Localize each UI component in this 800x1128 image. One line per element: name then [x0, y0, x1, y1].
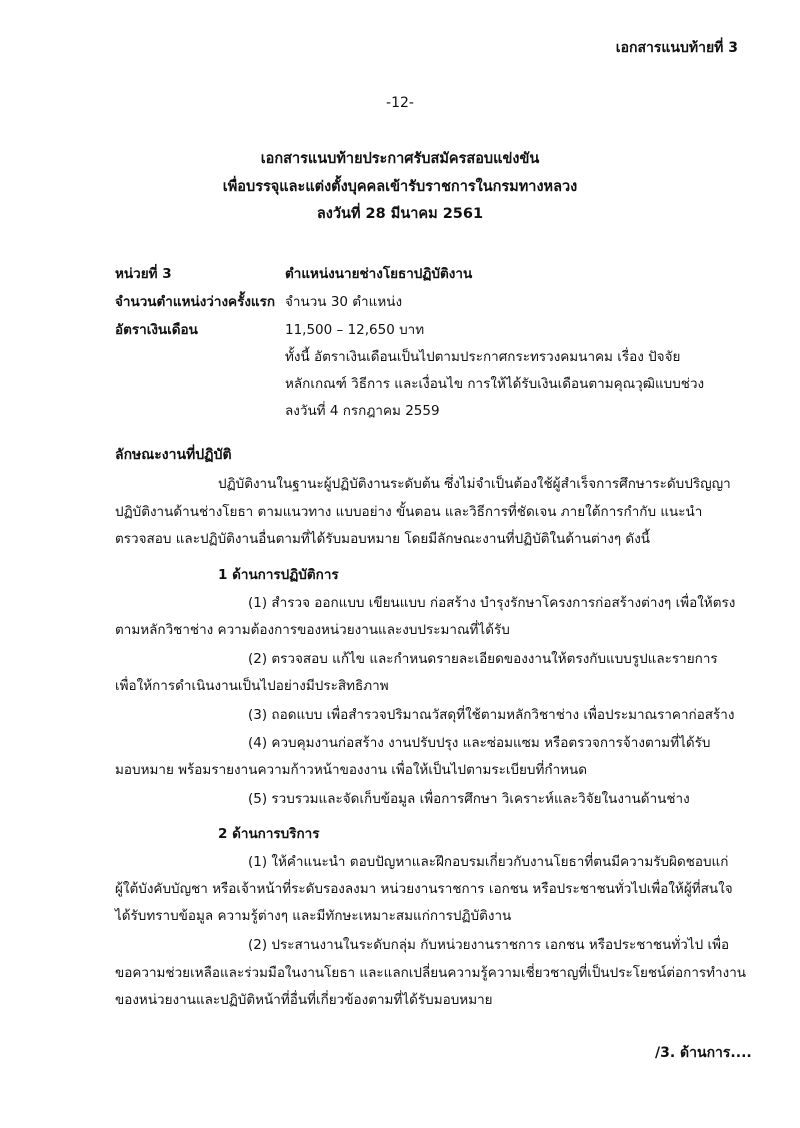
- list-item: (5) รวบรวมและจัดเก็บข้อมูล เพื่อการศึกษา วิเคราะห์และวิจัยในงานด้านช่าง: [248, 791, 690, 807]
- salary-note-line: หลักเกณฑ์ วิธีการ และเงื่อนไข การให้ได้รับเงินเดือนตามคุณวุฒิแบบช่วง: [285, 376, 705, 392]
- list-item: (2) ประสานงานในระดับกลุ่ม กับหน่วยงานราชการ เอกชน หรือประชาชนทั่วไป เพื่อ: [248, 937, 730, 953]
- title-line-2: เพื่อบรรจุและแต่งตั้งบุคคลเข้ารับราชการในกรมทางหลวง: [222, 179, 578, 195]
- list-item: (2) ตรวจสอบ แก้ไข และกำหนดรายละเอียดของงานให้ตรงกับแบบรูปและรายการ: [248, 651, 718, 667]
- list-item-continuation: ได้รับทราบข้อมูล ความรู้ต่างๆ และมีทักษะเหมาะสมแก่การปฏิบัติงาน: [115, 908, 512, 924]
- unit-label: หน่วยที่ 3: [115, 266, 172, 282]
- job-description-heading: ลักษณะงานที่ปฏิบัติ: [115, 447, 232, 463]
- list-item: (1) สำรวจ ออกแบบ เขียนแบบ ก่อสร้าง บำรุงรักษาโครงการก่อสร้างต่างๆ เพื่อให้ตรง: [248, 595, 736, 611]
- title-line-1: เอกสารแนบท้ายประกาศรับสมัครสอบแข่งขัน: [260, 151, 540, 167]
- intro-line: ปฏิบัติงานด้านช่างโยธา ตามแนวทาง แบบอย่าง ขั้นตอน และวิธีการที่ชัดเจน ภายใต้การกำกับ แนะนำ: [115, 504, 703, 520]
- list-item-continuation: ตามหลักวิชาช่าง ความต้องการของหน่วยงานและงบประมาณที่ได้รับ: [115, 622, 510, 638]
- salary-note-line: ทั้งนี้ อัตราเงินเดือนเป็นไปตามประกาศกระทรวงคมนาคม เรื่อง ปัจจัย: [285, 349, 681, 365]
- continuation-marker: /3. ด้านการ....: [655, 1045, 752, 1061]
- list-item-continuation: มอบหมาย พร้อมรายงานความก้าวหน้าของงาน เพื่อให้เป็นไปตามระเบียบที่กำหนด: [115, 762, 588, 778]
- page-number: -12-: [386, 95, 414, 111]
- section-heading-operations: 1 ด้านการปฏิบัติการ: [218, 567, 339, 583]
- list-item-continuation: ของหน่วยงานและปฏิบัติหน้าที่อื่นที่เกี่ยวข้องตามที่ได้รับมอบหมาย: [115, 992, 493, 1008]
- list-item-continuation: ผู้ใต้บังคับบัญชา หรือเจ้าหน้าที่ระดับรองลงมา หน่วยงานราชการ เอกชน หรือประชาชนทั่วไปเพื่อให้ผู้ที่สนใจ: [115, 881, 733, 897]
- salary-label: อัตราเงินเดือน: [115, 322, 198, 338]
- position-title: ตำแหน่งนายช่างโยธาปฏิบัติงาน: [285, 266, 473, 282]
- list-item-continuation: เพื่อให้การดำเนินงานเป็นไปอย่างมีประสิทธิภาพ: [115, 678, 389, 694]
- list-item: (4) ควบคุมงานก่อสร้าง งานปรับปรุง และซ่อมแซม หรือตรวจการจ้างตามที่ได้รับ: [248, 735, 711, 751]
- salary-note-line: ลงวันที่ 4 กรกฎาคม 2559: [285, 403, 440, 419]
- list-item-continuation: ขอความช่วยเหลือและร่วมมือในงานโยธา และแลกเปลี่ยนความรู้ความเชี่ยวชาญที่เป็นประโยชน์ต่อการทำงาน: [115, 965, 747, 981]
- attachment-label: เอกสารแนบท้ายที่ 3: [615, 40, 738, 56]
- intro-line: ปฏิบัติงานในฐานะผู้ปฏิบัติงานระดับต้น ซึ่งไม่จำเป็นต้องใช้ผู้สำเร็จการศึกษาระดับปริญญา: [218, 476, 731, 492]
- section-heading-services: 2 ด้านการบริการ: [218, 826, 320, 842]
- vacancies-value: จำนวน 30 ตำแหน่ง: [285, 294, 403, 310]
- intro-line: ตรวจสอบ และปฏิบัติงานอื่นตามที่ได้รับมอบหมาย โดยมีลักษณะงานที่ปฏิบัติในด้านต่างๆ ดังนี้: [115, 531, 651, 547]
- salary-value: 11,500 – 12,650 บาท: [285, 322, 425, 338]
- title-line-3: ลงวันที่ 28 มีนาคม 2561: [316, 206, 484, 222]
- list-item: (1) ให้คำแนะนำ ตอบปัญหาและฝึกอบรมเกี่ยวกับงานโยธาที่ตนมีความรับผิดชอบแก่: [248, 854, 729, 870]
- list-item: (3) ถอดแบบ เพื่อสำรวจปริมาณวัสดุที่ใช้ตามหลักวิชาช่าง เพื่อประมาณราคาก่อสร้าง: [248, 707, 735, 723]
- vacancies-label: จำนวนตำแหน่งว่างครั้งแรก: [115, 294, 276, 310]
